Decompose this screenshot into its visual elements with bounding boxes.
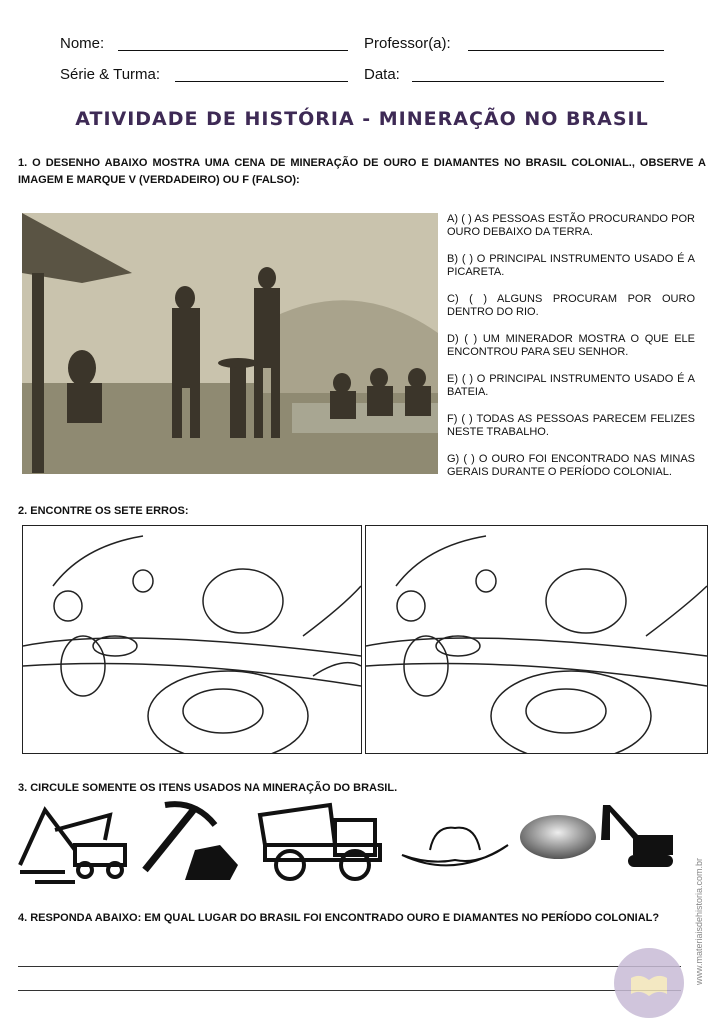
gold-pan-bateia-icon[interactable] (518, 812, 598, 862)
colonial-mining-engraving (22, 213, 438, 474)
statement-b[interactable]: B) ( ) O PRINCIPAL INSTRUMENTO USADO É A PICARETA. (447, 253, 695, 278)
statement-f[interactable]: F) ( ) TODAS AS PESSOAS PARECEM FELIZES NESTE TRABALHO. (447, 413, 695, 438)
question-4-prompt: 4. RESPONDA ABAIXO: EM QUAL LUGAR DO BRASIL FOI ENCONTRADO OURO E DIAMANTES NO PERÍODO COLONIAL? (18, 912, 660, 924)
name-label: Nome: (60, 35, 105, 52)
open-book-icon (614, 948, 684, 1018)
statement-c[interactable]: C) ( ) ALGUNS PROCURAM POR OURO DENTRO DO RIO. (447, 293, 695, 318)
watermark-url: www.materiaisdehistoria.com.br (694, 857, 704, 985)
class-label: Série & Turma: (60, 66, 161, 83)
question-2-prompt: 2. ENCONTRE OS SETE ERROS: (18, 505, 189, 517)
mining-machinery-icon[interactable] (15, 800, 133, 885)
excavator-icon[interactable] (598, 800, 678, 870)
true-false-statements (447, 213, 695, 493)
spot-difference-left-drawing[interactable] (22, 525, 362, 754)
spot-difference-right-drawing[interactable] (365, 525, 708, 754)
name-field[interactable] (118, 50, 348, 51)
statement-g[interactable]: G) ( ) O OURO FOI ENCONTRADO NAS MINAS GERAIS DURANTE O PERÍODO COLONIAL. (447, 453, 695, 478)
statement-a[interactable]: A) ( ) AS PESSOAS ESTÃO PROCURANDO POR OURO DEBAIXO DA TERRA. (447, 213, 695, 238)
answer-line-1[interactable] (18, 966, 681, 967)
statement-e[interactable]: E) ( ) O PRINCIPAL INSTRUMENTO USADO É A BATEIA. (447, 373, 695, 398)
date-field[interactable] (412, 81, 664, 82)
question-1-prompt: 1. O DESENHO ABAIXO MOSTRA UMA CENA DE MINERAÇÃO DE OURO E DIAMANTES NO BRASIL COLONIAL., OBSERVE A IMAGEM E MARQUE V (VERDADEIRO) OU F (FALSO): (18, 157, 706, 186)
teacher-label: Professor(a): (364, 35, 451, 52)
page-title: ATIVIDADE DE HISTÓRIA - MINERAÇÃO NO BRASIL (75, 108, 649, 130)
materiais-de-historia-logo (614, 948, 684, 1018)
dump-truck-icon[interactable] (255, 800, 385, 882)
cowboy-hat-icon[interactable] (400, 820, 510, 875)
teacher-field[interactable] (468, 50, 664, 51)
question-3-prompt: 3. CIRCULE SOMENTE OS ITENS USADOS NA MINERAÇÃO DO BRASIL. (18, 782, 398, 794)
pickaxe-icon[interactable] (140, 800, 240, 882)
class-field[interactable] (175, 81, 348, 82)
date-label: Data: (364, 66, 400, 83)
answer-line-2[interactable] (18, 990, 681, 991)
statement-d[interactable]: D) ( ) UM MINERADOR MOSTRA O QUE ELE ENCONTROU PARA SEU SENHOR. (447, 333, 695, 358)
